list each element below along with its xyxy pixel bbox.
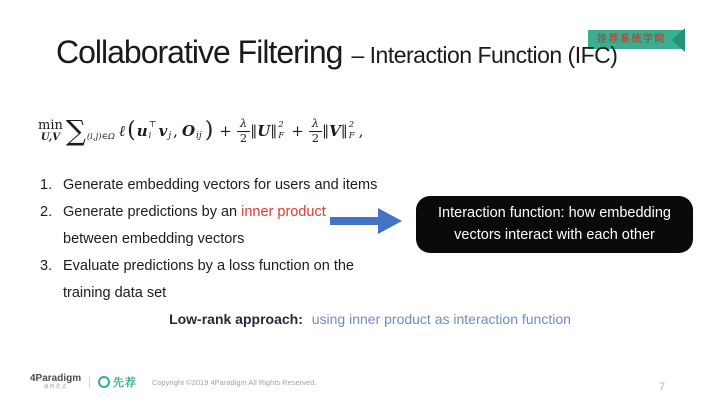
ribbon-fold-icon [672, 28, 685, 52]
o-subscript: ij [196, 131, 202, 141]
note-label: Low-rank approach: [169, 311, 303, 327]
left-paren: ( [127, 118, 136, 143]
v-matrix: V [329, 122, 341, 140]
list-item [40, 172, 385, 199]
item-number: 1. [40, 177, 53, 193]
item-text: Evaluate predictions by a loss function on the training data set [63, 258, 354, 301]
fraction-denominator: 2 [237, 131, 250, 145]
item-text-pre: Generate predictions by an [63, 204, 242, 220]
plus-sign: + [219, 122, 232, 140]
comma: , [173, 122, 178, 140]
brand-name: 先荐 [113, 377, 137, 389]
objective-formula [38, 108, 363, 154]
frobenius-supsub [349, 120, 355, 141]
arrow-shaft [330, 217, 380, 225]
norm-superscript: 2 [278, 120, 284, 131]
min-operator [38, 119, 63, 143]
footer-divider: | [88, 376, 91, 388]
callout-text: Interaction function: how embedding vectors interact with each other [438, 205, 671, 243]
note-detail: using inner product as interaction function [311, 311, 571, 327]
item-number: 2. [40, 204, 53, 220]
item-number: 3. [40, 258, 53, 274]
norm-subscript: F [278, 131, 285, 141]
plus-sign: + [291, 122, 304, 140]
norm-bar: ‖ [250, 123, 258, 139]
item-text: Generate embedding vectors for users and items [63, 177, 378, 193]
v-vector: v [158, 122, 168, 140]
right-arrow-icon [330, 208, 402, 234]
title-subtitle: – Interaction Function (IFC) [351, 42, 618, 68]
copyright-text: Copyright ©2019 4Paradigm All Rights Reserved. [152, 377, 317, 387]
u-matrix: U [257, 122, 271, 140]
list-item [40, 253, 385, 307]
4paradigm-logo [30, 374, 81, 390]
logo-text: 4Paradigm [30, 373, 82, 384]
lambda-fraction [237, 117, 250, 144]
u-supsub [149, 120, 157, 141]
xianjian-brand [98, 374, 137, 390]
u-vector: u [136, 122, 148, 140]
o-matrix: O [181, 122, 196, 140]
brand-circle-icon [98, 376, 110, 388]
min-subscript: U,V [40, 132, 60, 143]
ribbon-label: 推荐系统学院 [588, 30, 684, 49]
v-subscript: j [168, 131, 172, 141]
frobenius-supsub [278, 120, 284, 141]
fraction-numerator: λ [311, 116, 320, 131]
u-superscript: ⊤ [148, 120, 157, 131]
item-text-post: between embedding vectors [63, 231, 245, 247]
logo-subtext: 第四范式 [43, 384, 68, 390]
fraction-numerator: λ [239, 116, 248, 131]
trailing-comma: , [358, 122, 364, 140]
right-paren: ) [204, 118, 214, 143]
low-rank-note [0, 311, 720, 327]
loss-symbol: ℓ [118, 121, 126, 140]
inner-product-highlight: inner product [241, 204, 326, 220]
sigma-subscript: (i,j)∈Ω [86, 131, 115, 142]
page-title [56, 34, 617, 71]
norm-bar: ‖ [322, 123, 330, 139]
lambda-fraction [309, 117, 322, 144]
title-main: Collaborative Filtering [56, 34, 343, 70]
min-label: min [38, 118, 63, 133]
norm-subscript: F [348, 131, 355, 141]
steps-list [40, 172, 385, 307]
norm-bar: ‖ [340, 123, 348, 139]
summation [65, 114, 115, 148]
u-subscript: i [148, 131, 152, 141]
footer [30, 374, 316, 390]
interaction-function-callout [416, 196, 693, 253]
fraction-denominator: 2 [309, 131, 322, 145]
norm-superscript: 2 [348, 120, 355, 131]
norm-bar: ‖ [270, 123, 278, 139]
page-number: 7 [658, 381, 665, 393]
arrow-head [378, 208, 402, 234]
sigma-symbol: ∑ [65, 114, 86, 148]
